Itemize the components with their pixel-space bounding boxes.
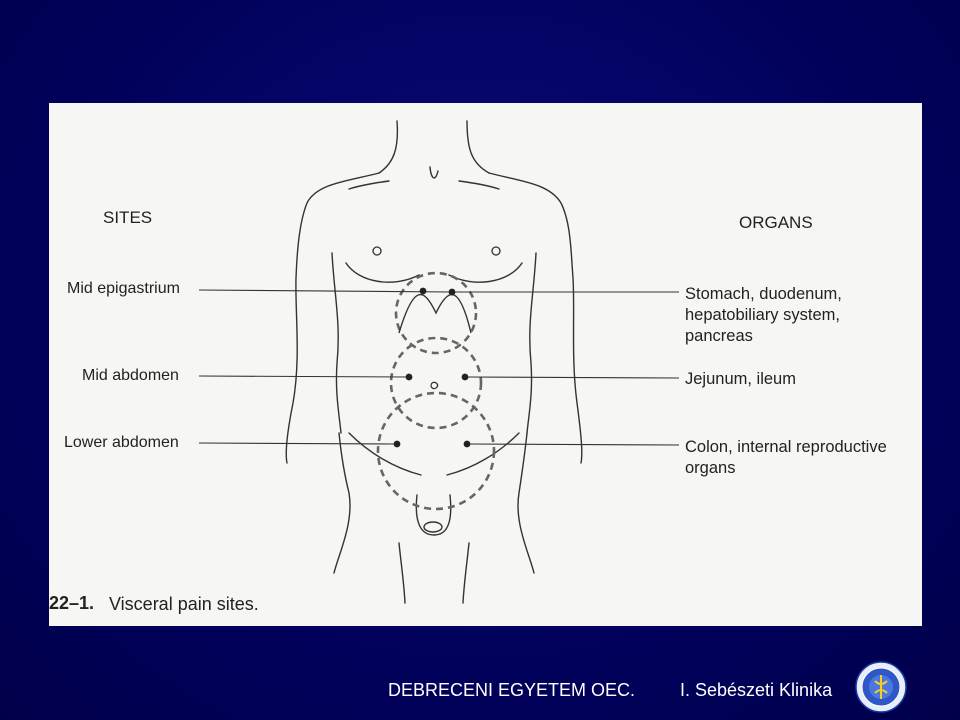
- dot-mid-left: [406, 374, 413, 381]
- organ-label-colon: [685, 437, 887, 479]
- caption-text: Visceral pain sites.: [109, 594, 259, 614]
- caption-number: 22–1.: [49, 593, 95, 613]
- dot-epigastric-right: [449, 289, 456, 296]
- leg-left-inner: [399, 543, 405, 603]
- university-seal-icon: [855, 661, 907, 713]
- leg-right-inner: [463, 543, 469, 603]
- pointer-lower-abdomen: [199, 443, 397, 444]
- pointer-jejunum: [465, 377, 679, 378]
- organ-line: pancreas: [685, 327, 753, 345]
- navel: [431, 382, 437, 388]
- neck-right-line: [467, 121, 489, 173]
- genital-detail: [424, 522, 442, 532]
- groin-left: [349, 433, 421, 475]
- hip-left: [334, 433, 350, 573]
- site-label-lower-abdomen: Lower abdomen: [64, 434, 179, 451]
- organ-line: Jejunum, ileum: [685, 370, 796, 388]
- pointer-mid-abdomen: [199, 376, 409, 377]
- nipple-left: [373, 247, 381, 255]
- pointer-mid-epigastrium: [199, 290, 452, 292]
- organs-heading: ORGANS: [739, 213, 813, 232]
- organ-line: organs: [685, 459, 736, 477]
- arm-left-inner: [332, 253, 341, 433]
- pectoral-left: [346, 263, 419, 282]
- clavicle-left: [349, 181, 389, 189]
- neck-left-line: [379, 121, 397, 173]
- dot-mid-right: [462, 374, 469, 381]
- body-outline-diagram: [49, 103, 922, 626]
- footer-clinic: I. Sebészeti Klinika: [680, 680, 833, 700]
- hip-right: [518, 433, 534, 573]
- sternal-notch: [430, 167, 438, 178]
- clavicle-right: [459, 181, 499, 189]
- groin-right: [447, 433, 519, 475]
- pectoral-right: [449, 263, 522, 282]
- site-label-mid-abdomen: Mid abdomen: [82, 367, 179, 384]
- arm-right-inner: [527, 253, 536, 433]
- lower-abdomen-zone: [378, 393, 494, 509]
- torso-left-outline: [286, 173, 379, 463]
- site-label-mid-epigastrium: Mid epigastrium: [67, 280, 180, 297]
- organ-line: hepatobiliary system,: [685, 306, 840, 324]
- nipple-right: [492, 247, 500, 255]
- dot-epigastric-left: [420, 288, 427, 295]
- pointer-colon: [467, 444, 679, 445]
- dot-lower-right: [464, 441, 471, 448]
- visceral-pain-figure: [49, 103, 922, 626]
- costal-arch: [399, 295, 471, 333]
- organ-line: Colon, internal reproductive: [685, 438, 887, 456]
- footer-institution: DEBRECENI EGYETEM OEC.: [388, 680, 636, 700]
- organ-label-stomach: [685, 284, 842, 347]
- organ-line: Stomach, duodenum,: [685, 285, 842, 303]
- sites-heading: SITES: [103, 208, 153, 227]
- genital-outline: [416, 495, 450, 535]
- torso-right-outline: [489, 173, 582, 463]
- dot-lower-left: [394, 441, 401, 448]
- organ-label-jejunum: [685, 369, 796, 390]
